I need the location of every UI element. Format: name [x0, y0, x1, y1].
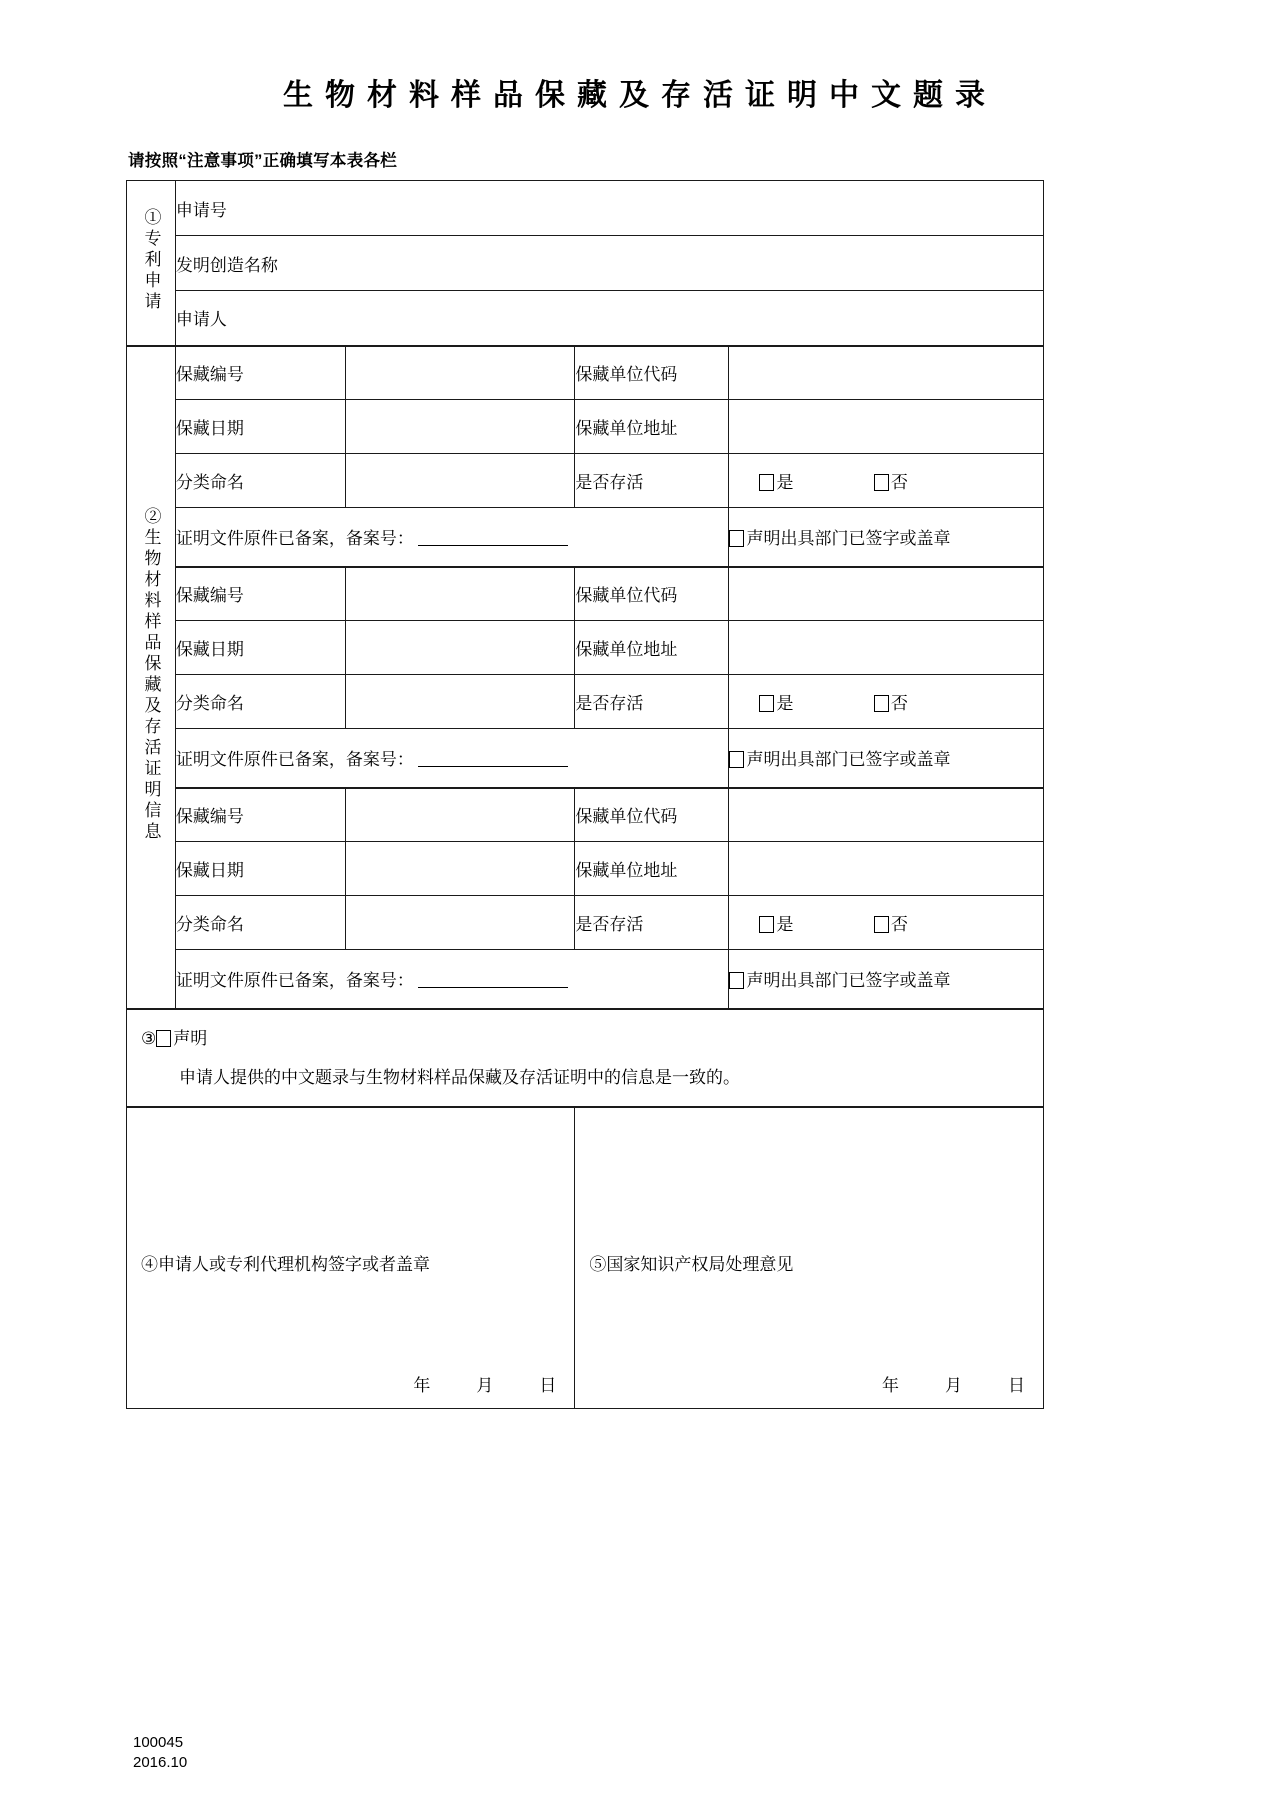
declaration-heading[interactable]	[127, 1010, 1043, 1055]
checkbox-icon[interactable]	[874, 474, 889, 491]
checkbox-icon[interactable]	[759, 916, 774, 933]
record-number-input-2[interactable]	[418, 766, 568, 767]
applicant-label[interactable]: 申请人	[175, 291, 1043, 346]
record-text-3: 证明文件原件已备案，备案号：	[175, 971, 414, 991]
patent-row-applicant	[127, 291, 1044, 346]
applicant-date-line	[413, 1371, 556, 1396]
checkbox-icon[interactable]	[874, 916, 889, 933]
record-statement-1	[175, 508, 729, 567]
declaration-body: 申请人提供的中文题录与生物材料样品保藏及存活证明中的信息是一致的。	[179, 1067, 740, 1087]
deposit-date-label-1: 保藏日期	[175, 400, 345, 454]
viable-no-label-2: 否	[890, 694, 908, 713]
depositary-code-label-3: 保藏单位代码	[575, 788, 729, 842]
page-title: 生物材料样品保藏及存活证明中文题录	[283, 79, 997, 112]
classification-name-label-1: 分类命名	[175, 454, 345, 508]
section-label-patent-text: ①专利申请	[141, 207, 161, 313]
classification-name-value-2[interactable]	[345, 675, 575, 729]
applicant-signature-title: ④申请人或专利代理机构签字或者盖章	[141, 1255, 430, 1274]
viable-yes-option-3[interactable]	[759, 910, 793, 935]
main-form-table	[126, 180, 1044, 1409]
depositary-address-label-3: 保藏单位地址	[575, 842, 729, 896]
is-viable-label-1: 是否存活	[575, 454, 729, 508]
depositary-code-value-1[interactable]	[729, 346, 1044, 400]
viable-yes-option-1[interactable]	[759, 468, 793, 493]
depositary-address-label-2: 保藏单位地址	[575, 621, 729, 675]
is-viable-label-2: 是否存活	[575, 675, 729, 729]
viable-no-label-1: 否	[890, 473, 908, 492]
depositary-address-value-3[interactable]	[729, 842, 1044, 896]
deposit-date-label-2: 保藏日期	[175, 621, 345, 675]
deposit-date-value-2[interactable]	[345, 621, 575, 675]
deposit-date-label-3: 保藏日期	[175, 842, 345, 896]
patent-row-invention-title	[127, 236, 1044, 291]
applicant-date-day: 日	[539, 1375, 557, 1395]
deposit-row-number-2	[127, 567, 1044, 621]
viable-no-option-1[interactable]	[874, 468, 908, 493]
declaration-section	[127, 1009, 1044, 1107]
record-statement-2	[175, 729, 729, 788]
deposit-number-label-3: 保藏编号	[175, 788, 345, 842]
deposit-date-value-3[interactable]	[345, 842, 575, 896]
classification-name-value-1[interactable]	[345, 454, 575, 508]
declaration-heading-label: 声明	[173, 1028, 208, 1048]
viable-yes-label-3: 是	[776, 915, 794, 934]
record-number-input-1[interactable]	[418, 545, 568, 546]
signed-declaration-label-1: 声明出具部门已签字或盖章	[746, 529, 951, 549]
depositary-code-label-2: 保藏单位代码	[575, 567, 729, 621]
application-number-label[interactable]: 申请号	[175, 181, 1043, 236]
deposit-row-viable-2	[127, 675, 1044, 729]
office-date-year: 年	[882, 1375, 899, 1395]
applicant-date-year: 年	[413, 1375, 431, 1395]
deposit-number-value-2[interactable]	[345, 567, 575, 621]
invention-title-label[interactable]: 发明创造名称	[175, 236, 1043, 291]
deposit-number-label-2: 保藏编号	[175, 567, 345, 621]
viable-yes-label-1: 是	[776, 473, 794, 492]
depositary-code-value-2[interactable]	[729, 567, 1044, 621]
office-date-day: 日	[1008, 1375, 1025, 1395]
checkbox-icon[interactable]	[729, 530, 744, 547]
signed-declaration-3[interactable]	[729, 950, 1044, 1009]
viable-no-label-3: 否	[890, 915, 908, 934]
applicant-date-month: 月	[476, 1375, 494, 1395]
deposit-row-date-3	[127, 842, 1044, 896]
record-number-input-3[interactable]	[418, 987, 568, 988]
viable-no-option-2[interactable]	[874, 689, 908, 714]
is-viable-options-2	[729, 675, 1044, 729]
viable-yes-option-2[interactable]	[759, 689, 793, 714]
office-opinion-title: ⑤国家知识产权局处理意见	[589, 1255, 794, 1274]
classification-name-label-3: 分类命名	[175, 896, 345, 950]
deposit-row-record-3	[127, 950, 1044, 1009]
record-text-2: 证明文件原件已备案，备案号：	[175, 750, 414, 770]
depositary-address-value-1[interactable]	[729, 400, 1044, 454]
declaration-marker: ③	[141, 1028, 157, 1048]
signed-declaration-label-3: 声明出具部门已签字或盖章	[746, 971, 951, 991]
patent-row-application-number	[127, 181, 1044, 236]
is-viable-options-1	[729, 454, 1044, 508]
depositary-code-value-3[interactable]	[729, 788, 1044, 842]
checkbox-icon[interactable]	[874, 695, 889, 712]
signed-declaration-1[interactable]	[729, 508, 1044, 567]
deposit-number-value-1[interactable]	[345, 346, 575, 400]
checkbox-icon[interactable]	[729, 751, 744, 768]
footer-version: 2016.10	[133, 1754, 188, 1772]
depositary-code-label-1: 保藏单位代码	[575, 346, 729, 400]
deposit-number-label-1: 保藏编号	[175, 346, 345, 400]
office-opinion-box[interactable]	[575, 1107, 1044, 1409]
deposit-row-date-2	[127, 621, 1044, 675]
section-label-deposit	[127, 346, 176, 1009]
is-viable-label-3: 是否存活	[575, 896, 729, 950]
depositary-address-value-2[interactable]	[729, 621, 1044, 675]
footer-code: 100045	[133, 1734, 184, 1751]
classification-name-label-2: 分类命名	[175, 675, 345, 729]
is-viable-options-3	[729, 896, 1044, 950]
checkbox-icon[interactable]	[729, 972, 744, 989]
form-instruction: 请按照“注意事项”正确填写本表各栏	[128, 152, 398, 170]
signed-declaration-2[interactable]	[729, 729, 1044, 788]
applicant-signature-box[interactable]	[127, 1107, 575, 1409]
checkbox-icon[interactable]	[759, 695, 774, 712]
deposit-row-viable-1	[127, 454, 1044, 508]
deposit-row-viable-3	[127, 896, 1044, 950]
checkbox-icon[interactable]	[759, 474, 774, 491]
record-text-1: 证明文件原件已备案，备案号：	[175, 529, 414, 549]
signed-declaration-label-2: 声明出具部门已签字或盖章	[746, 750, 951, 770]
deposit-row-number-3	[127, 788, 1044, 842]
checkbox-icon[interactable]	[156, 1030, 171, 1047]
deposit-number-value-3[interactable]	[345, 788, 575, 842]
deposit-row-number-1	[127, 346, 1044, 400]
declaration-cell	[127, 1009, 1044, 1107]
office-date-month: 月	[945, 1375, 962, 1395]
deposit-date-value-1[interactable]	[345, 400, 575, 454]
deposit-row-record-1	[127, 508, 1044, 567]
deposit-row-record-2	[127, 729, 1044, 788]
deposit-row-date-1	[127, 400, 1044, 454]
depositary-address-label-1: 保藏单位地址	[575, 400, 729, 454]
office-date-line	[882, 1371, 1025, 1396]
classification-name-value-3[interactable]	[345, 896, 575, 950]
page-footer	[133, 1733, 187, 1774]
signature-section	[127, 1107, 1044, 1409]
record-statement-3	[175, 950, 729, 1009]
viable-no-option-3[interactable]	[874, 910, 908, 935]
viable-yes-label-2: 是	[776, 694, 794, 713]
section-label-patent	[127, 181, 176, 346]
section-label-deposit-text: ②生物材料样品保藏及存活证明信息	[141, 506, 161, 843]
